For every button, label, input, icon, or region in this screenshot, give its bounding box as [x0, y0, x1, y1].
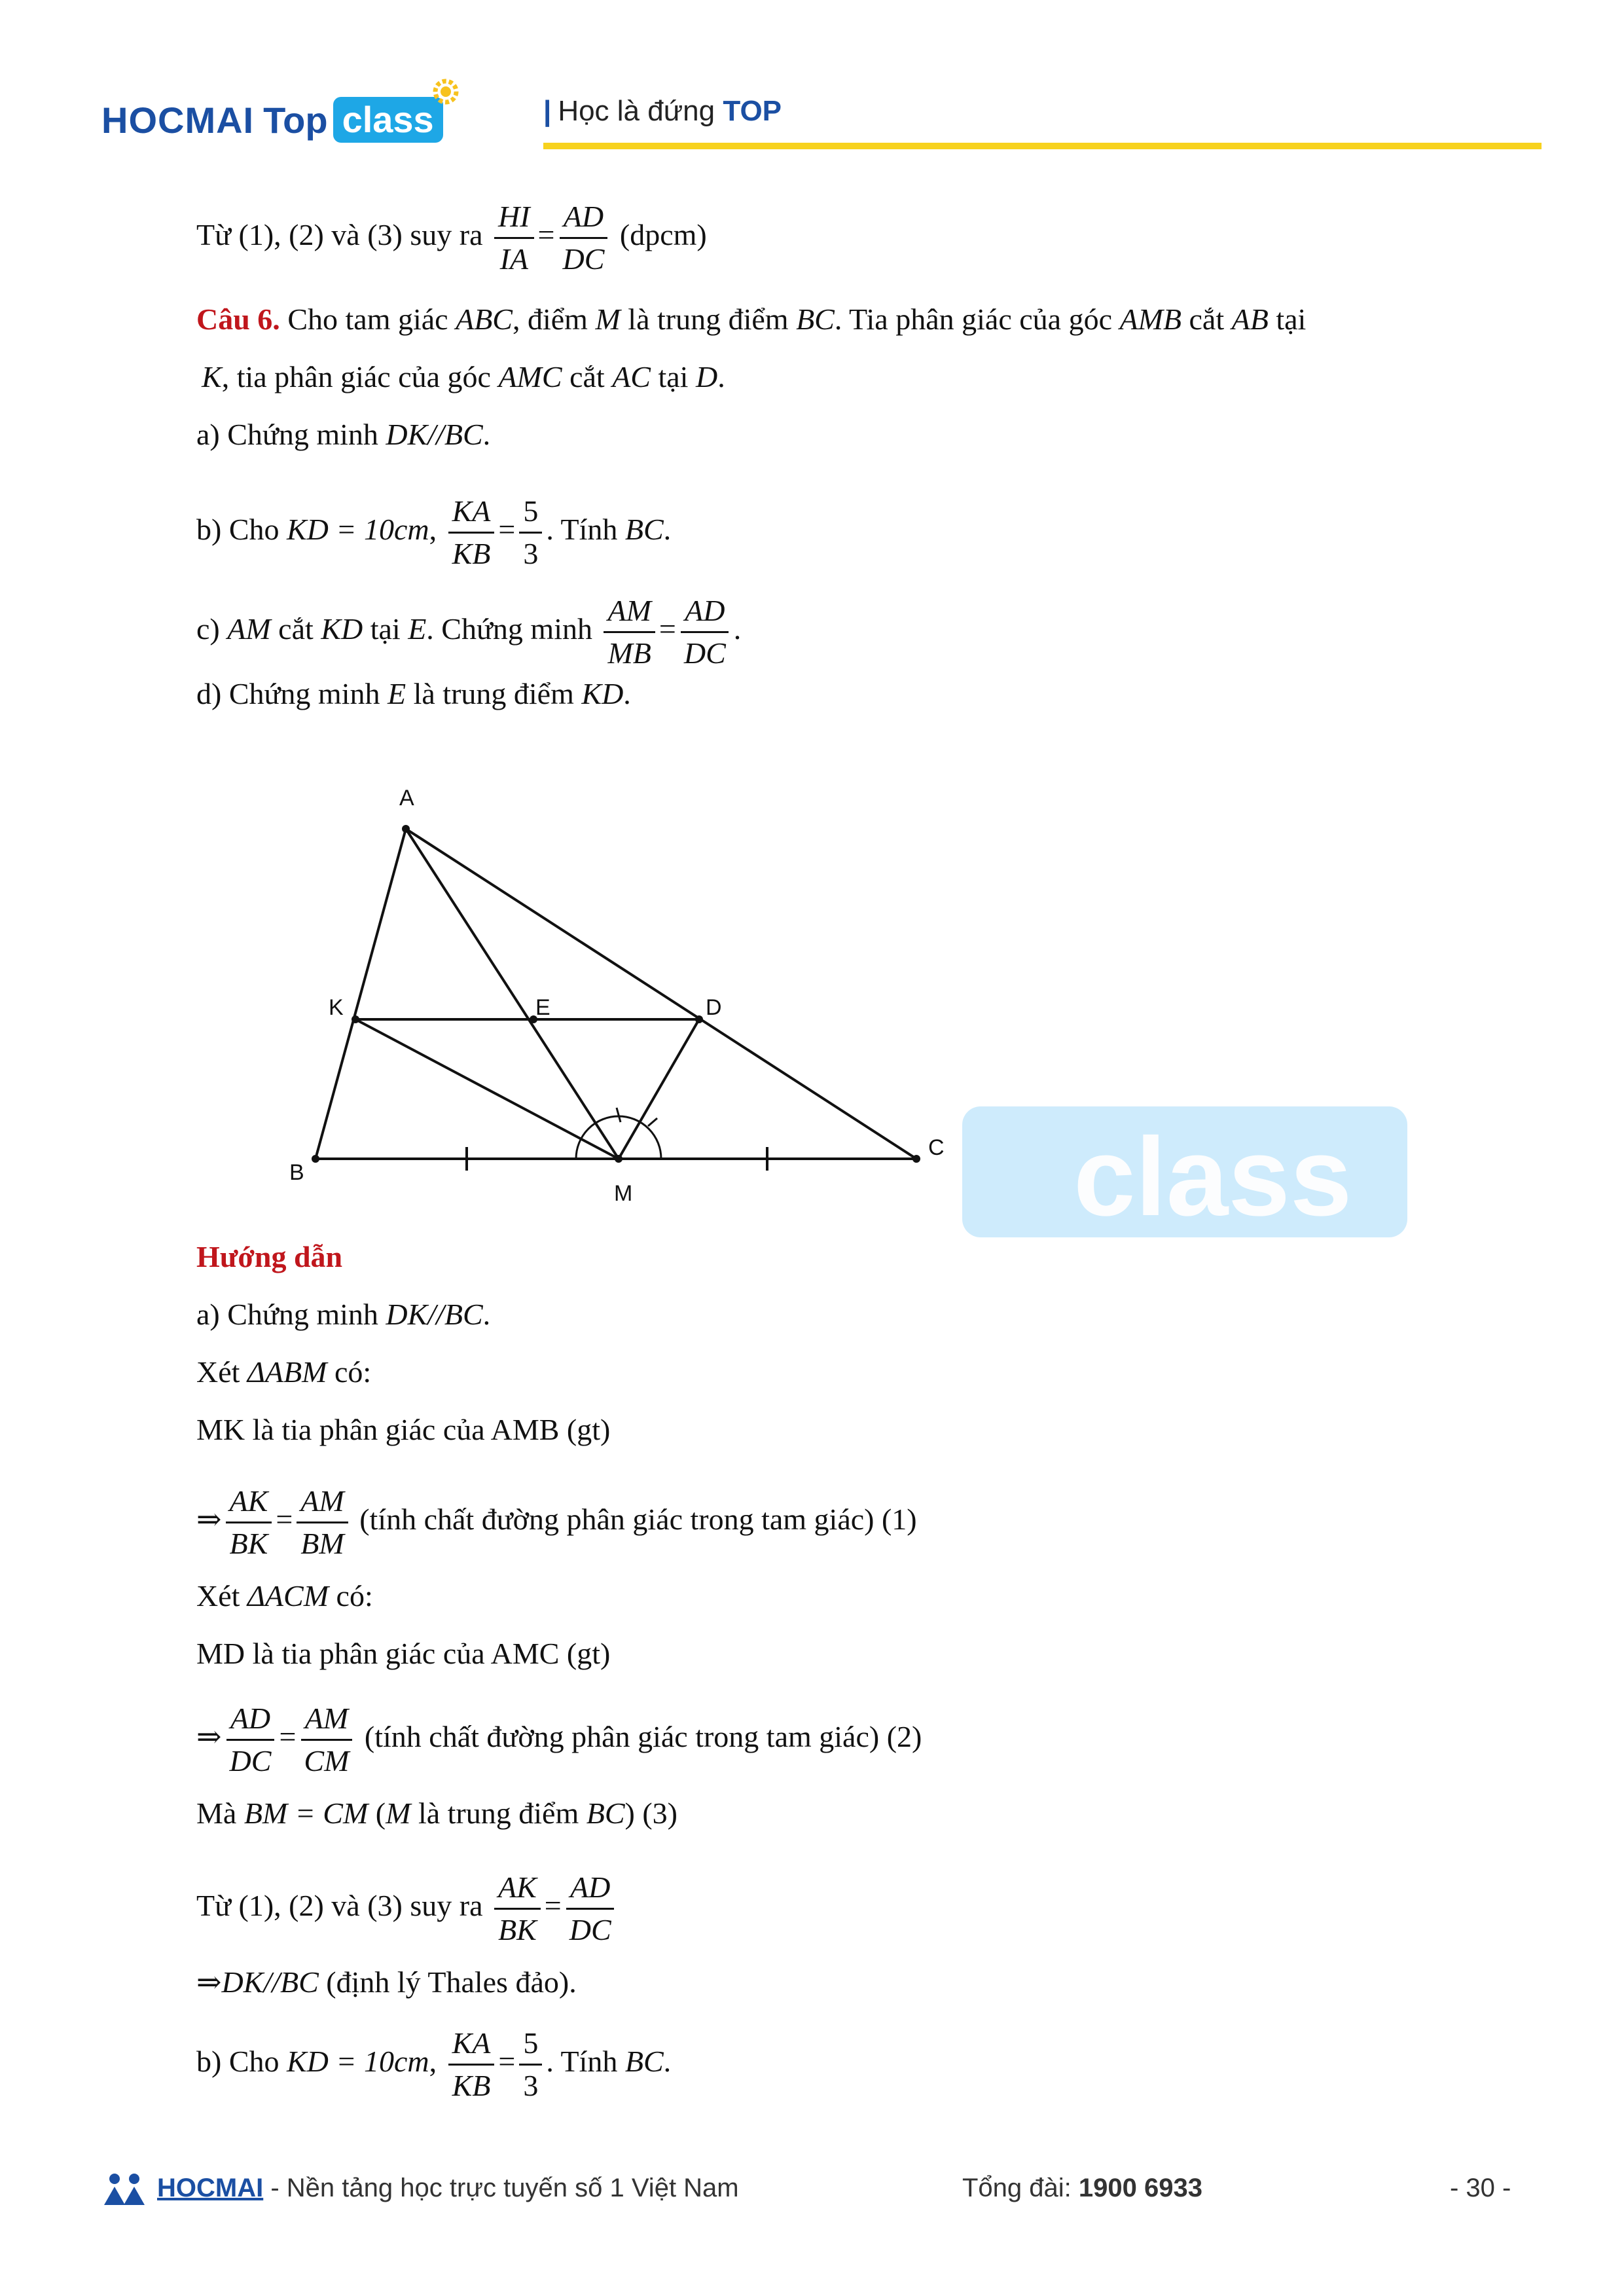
solution-line-3: MK là tia phân giác của AMB (gt): [196, 1413, 611, 1446]
equals-sign: =: [537, 218, 555, 252]
solution-line-4: ⇒ $\frac{AK}{BK}$ = $\frac{AM}{BM}$ (tính chất đường phân giác trong tam giác) (1): [196, 1481, 917, 1564]
angle-tick-1: [617, 1108, 621, 1122]
fraction-ad-dc-4: $\frac{AD}{DC}$: [566, 1867, 615, 1950]
segment-ac: [406, 829, 916, 1159]
segment-km: [355, 1019, 619, 1159]
hocmai-logo-icon: [101, 2171, 149, 2208]
fraction-am-mb: $\frac{AM}{MB}$: [604, 591, 655, 674]
slogan-text: Học là đứng: [558, 95, 715, 127]
fraction-am-bm: $\frac{AM}{BM}$: [297, 1481, 348, 1564]
fraction-ak-bk-2: $\frac{AK}{BK}$: [494, 1867, 541, 1950]
footer-brand-line: [157, 2174, 739, 2203]
segment-dm: [619, 1019, 699, 1159]
fraction-ka-kb: $\frac{KA}{KB}$: [448, 491, 495, 574]
label-e: E: [535, 995, 550, 1020]
solution-line-8: Mà BM = CM (M là trung điểm BC) (3): [196, 1796, 677, 1830]
solution-line-9: Từ (1), (2) và (3) suy ra $\frac{AK}{BK}$ = $\frac{AD}{DC}$: [196, 1867, 619, 1950]
fraction-5-3: $\frac{5}{3}$: [519, 491, 542, 574]
question-line-1: Câu 6. Cho tam giác ABC, điểm M là trung điểm BC. Tia phân giác của góc AMB cắt AB tại: [196, 302, 1307, 336]
question-part-a: a) Chứng minh DK//BC.: [196, 418, 491, 451]
solution-line-5: Xét ΔACM có:: [196, 1579, 373, 1613]
segment-ab: [316, 829, 406, 1159]
header-logo: [101, 90, 443, 149]
label-b: B: [289, 1160, 304, 1185]
solution-heading: Hướng dẫn: [196, 1240, 343, 1273]
question-part-b: b) Cho KD = 10cm, $\frac{KA}{KB}$ = $\frac{5}{3}$ . Tính BC.: [196, 491, 671, 574]
page-number: - 30 -: [1450, 2174, 1511, 2202]
header-slogan: [543, 95, 782, 128]
solution-line-2: Xét ΔABM có:: [196, 1355, 372, 1389]
label-a: A: [399, 786, 414, 811]
segment-am: [406, 829, 619, 1159]
hotline-number: 1900 6933: [1078, 2174, 1202, 2202]
solution-line-6: MD là tia phân giác của AMC (gt): [196, 1637, 611, 1670]
fraction-ka-kb-2: $\frac{KA}{KB}$: [448, 2023, 495, 2106]
point-d: [695, 1015, 703, 1023]
question-label: Câu 6.: [196, 302, 280, 336]
solution-line-1: a) Chứng minh DK//BC.: [196, 1298, 491, 1331]
intro-line: [196, 196, 707, 280]
fraction-ad-dc-3: $\frac{AD}{DC}$: [226, 1698, 276, 1781]
point-m: [615, 1155, 623, 1163]
question-part-d: d) Chứng minh E là trung điểm KD.: [196, 677, 631, 710]
point-k: [352, 1015, 359, 1023]
question-line-2: K, tia phân giác của góc AMC cắt AC tại D.: [202, 360, 725, 393]
solution-line-11: b) Cho KD = 10cm, $\frac{KA}{KB}$ = $\frac{5}{3}$ . Tính BC.: [196, 2023, 671, 2106]
intro-tail: (dpcm): [619, 218, 707, 252]
footer-tagline: - Nền tảng học trực tuyến số 1 Việt Nam: [270, 2174, 739, 2202]
gear-icon: [431, 77, 460, 106]
intro-text: Từ (1), (2) và (3) suy ra: [196, 218, 483, 252]
label-m: M: [614, 1181, 633, 1206]
slogan-top: TOP: [723, 95, 782, 127]
label-k: K: [329, 995, 344, 1020]
fraction-am-cm: $\frac{AM}{CM}$: [300, 1698, 353, 1781]
label-c: C: [928, 1135, 945, 1160]
solution-line-7: ⇒ $\frac{AD}{DC}$ = $\frac{AM}{CM}$ (tính chất đường phân giác trong tam giác) (2): [196, 1698, 922, 1781]
slogan-bar: |: [543, 95, 552, 127]
triangle-figure: [275, 766, 1008, 1231]
point-a: [402, 825, 410, 833]
point-b: [312, 1155, 319, 1163]
angle-tick-2: [648, 1118, 657, 1126]
fraction-hi-ia: $\frac{HI}{IA}$: [494, 196, 534, 280]
footer-hotline: Tổng đài: 1900 6933: [962, 2174, 1202, 2202]
footer-brand-link[interactable]: HOCMAI: [157, 2174, 264, 2202]
logo-hocmai-text: HOCMAI: [101, 99, 255, 141]
fraction-5-3-2: $\frac{5}{3}$: [519, 2023, 542, 2106]
solution-line-10: ⇒DK//BC (định lý Thales đảo).: [196, 1965, 577, 1999]
logo-class-text: class: [342, 99, 434, 140]
point-c: [912, 1155, 920, 1163]
fraction-ak-bk: $\frac{AK}{BK}$: [226, 1481, 272, 1564]
fraction-ad-dc-2: $\frac{AD}{DC}$: [680, 591, 730, 674]
fraction-ad-dc: $\frac{AD}{DC}$: [559, 196, 609, 280]
angle-arc: [576, 1116, 661, 1159]
header-divider: [543, 143, 1542, 149]
logo-top-text: Top: [263, 99, 328, 141]
watermark-text: class: [1074, 1115, 1352, 1239]
question-part-c: c) AM cắt KD tại E. Chứng minh $\frac{AM}{MB}$ = $\frac{AD}{DC}$ .: [196, 591, 741, 674]
logo-class-badge: [333, 97, 443, 143]
label-d: D: [706, 995, 722, 1020]
